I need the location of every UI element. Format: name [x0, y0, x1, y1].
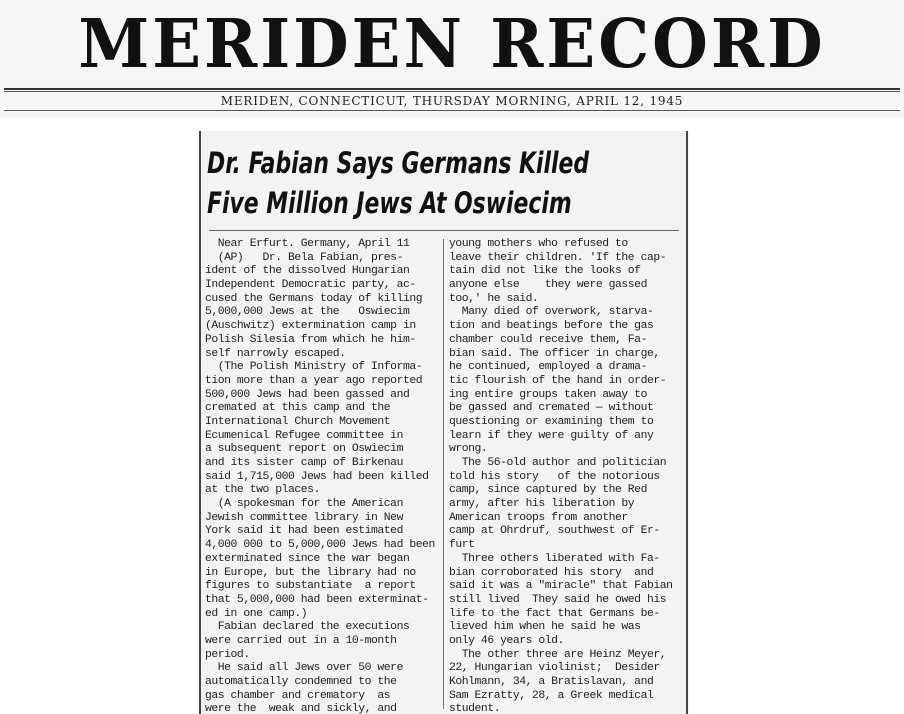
article-clipping — [199, 131, 689, 714]
article-text-line: were the weak and sickly, and — [205, 703, 397, 714]
article-text-line: (Auschwitz) extermination camp in — [205, 320, 416, 333]
article-text-line: anyone else they were gassed — [449, 279, 647, 292]
article-text-line: cused the Germans today of killing — [205, 292, 423, 305]
article-text-line: wrong. — [449, 443, 488, 456]
article-text-line: still lived They said he owed his — [449, 593, 667, 606]
article-text-line: be gassed and cremated — without — [449, 402, 654, 415]
article-text-line: figures to substantiate a report — [205, 580, 416, 593]
article-text-line: only 46 years old. — [449, 634, 564, 647]
article-text-line: 5,000,000 Jews at the Oswiecim — [205, 306, 410, 319]
article-text-line: He said all Jews over 50 were — [205, 662, 403, 675]
article-text-line: automatically condemned to the — [205, 676, 397, 688]
article-text-line: told his story of the notorious — [449, 470, 660, 483]
article-text-line: questioning or examining them to — [449, 415, 654, 428]
article-text-line: tic flourish of the hand in order- — [449, 374, 667, 387]
article-text-line: and its sister camp of Birkenau — [205, 457, 403, 469]
article-text-line: young mothers who refused to — [449, 238, 628, 250]
article-text-line: exterminated since the war began — [205, 552, 410, 565]
article-text-line: learn if they were guilty of any — [449, 429, 654, 442]
article-column-left — [205, 238, 439, 714]
article-text-line: 500,000 Jews had been gassed and — [205, 388, 410, 401]
article-text-line: tion more than a year ago reported — [205, 374, 423, 387]
article-text-line: bian said. The officer in charge, — [449, 347, 660, 360]
article-text-line: American troops from another — [449, 511, 628, 524]
masthead-rule — [4, 110, 900, 111]
article-text-line: tain did not like the looks of — [449, 265, 641, 278]
clipping-border — [686, 131, 688, 714]
article-text-line: (A spokesman for the American — [205, 498, 403, 511]
article-text-line: that 5,000,000 had been exterminat- — [205, 593, 429, 606]
article-text-line: a subsequent report on Oswiecim — [205, 443, 403, 456]
article-text-line: Sam Ezratty, 28, a Greek medical — [449, 689, 654, 702]
article-headline — [207, 143, 602, 223]
article-text-line: Jewish committee library in New — [205, 511, 403, 524]
article-text-line: gas chamber and crematory as — [205, 689, 391, 702]
article-text-line: tion and beatings before the gas — [449, 320, 654, 333]
article-text-line: lieved him when he said he was — [449, 621, 641, 634]
article-text-line: Independent Democratic party, ac- — [205, 279, 416, 292]
newspaper-title: MERIDEN RECORD — [78, 5, 826, 84]
column-divider — [443, 239, 444, 709]
article-text-line: York said it had been estimated — [205, 525, 403, 538]
masthead — [0, 0, 904, 118]
headline-rule — [209, 230, 679, 231]
article-text-line: ident of the dissolved Hungarian — [205, 265, 410, 278]
article-text-line: student. — [449, 703, 501, 714]
article-text-line: at the two places. — [205, 484, 320, 497]
article-text-line: ing entire groups taken away to — [449, 388, 647, 401]
article-text-line: leave their children. 'If the cap- — [449, 251, 667, 264]
article-text-line: camp at Ohrdruf, southwest of Er- — [449, 525, 660, 538]
article-column-right — [449, 238, 681, 714]
article-text-line: life to the fact that Germans be- — [449, 607, 660, 620]
article-text-line: Near Erfurt. Germany, April 11 — [205, 238, 410, 250]
article-text-line: said 1,715,000 Jews had been killed — [205, 470, 429, 483]
article-text-line: Many died of overwork, starva- — [449, 306, 654, 319]
article-text-line: said it was a "miracle" that Fabian — [449, 580, 673, 593]
article-text-line: ed in one camp.) — [205, 607, 308, 620]
article-text-line: camp, since captured by the Red — [449, 484, 647, 497]
clipping-border — [199, 131, 201, 714]
article-text-line: International Church Movement — [205, 415, 391, 428]
article-text-line: chamber could receive them, Fa- — [449, 333, 647, 346]
article-text-line: 22, Hungarian violinist; Desider — [449, 662, 660, 675]
masthead-rule — [4, 88, 900, 90]
article-text-line: furt — [449, 539, 475, 552]
article-text-line: self narrowly escaped. — [205, 347, 346, 360]
article-text-line: cremated at this camp and the — [205, 402, 391, 415]
article-text-line: he continued, employed a drama- — [449, 361, 647, 374]
article-text-line: Fabian declared the executions — [205, 621, 410, 634]
article-text-line: Ecumenical Refugee committee in — [205, 429, 403, 442]
article-text-line: The 56-old author and politician — [449, 457, 667, 469]
article-text-line: bian corroborated his story and — [449, 566, 654, 579]
article-text-line: period. — [205, 648, 250, 661]
article-text-line: Three others liberated with Fa- — [449, 552, 660, 565]
article-text-line: (AP) Dr. Bela Fabian, pres- — [205, 251, 403, 264]
headline-line: Five Million Jews At Oswiecim — [207, 186, 572, 220]
article-text-line: were carried out in a 10-month — [205, 634, 397, 647]
headline-line: Dr. Fabian Says Germans Killed — [207, 146, 590, 180]
article-text-line: The other three are Heinz Meyer, — [449, 648, 667, 661]
article-text-line: too,' he said. — [449, 292, 539, 305]
article-text-line: Polish Silesia from which he him- — [205, 333, 416, 346]
article-text-line: in Europe, but the library had no — [205, 566, 416, 579]
dateline: MERIDEN, CONNECTICUT, THURSDAY MORNING, APRIL 12, 1945 — [220, 94, 684, 108]
article-text-line: 4,000 000 to 5,000,000 Jews had been — [205, 539, 435, 552]
article-text-line: (The Polish Ministry of Informa- — [205, 361, 423, 374]
article-text-line: Kohlmann, 34, a Bratislavan, and — [449, 676, 654, 688]
article-text-line: army, after his liberation by — [449, 498, 635, 511]
